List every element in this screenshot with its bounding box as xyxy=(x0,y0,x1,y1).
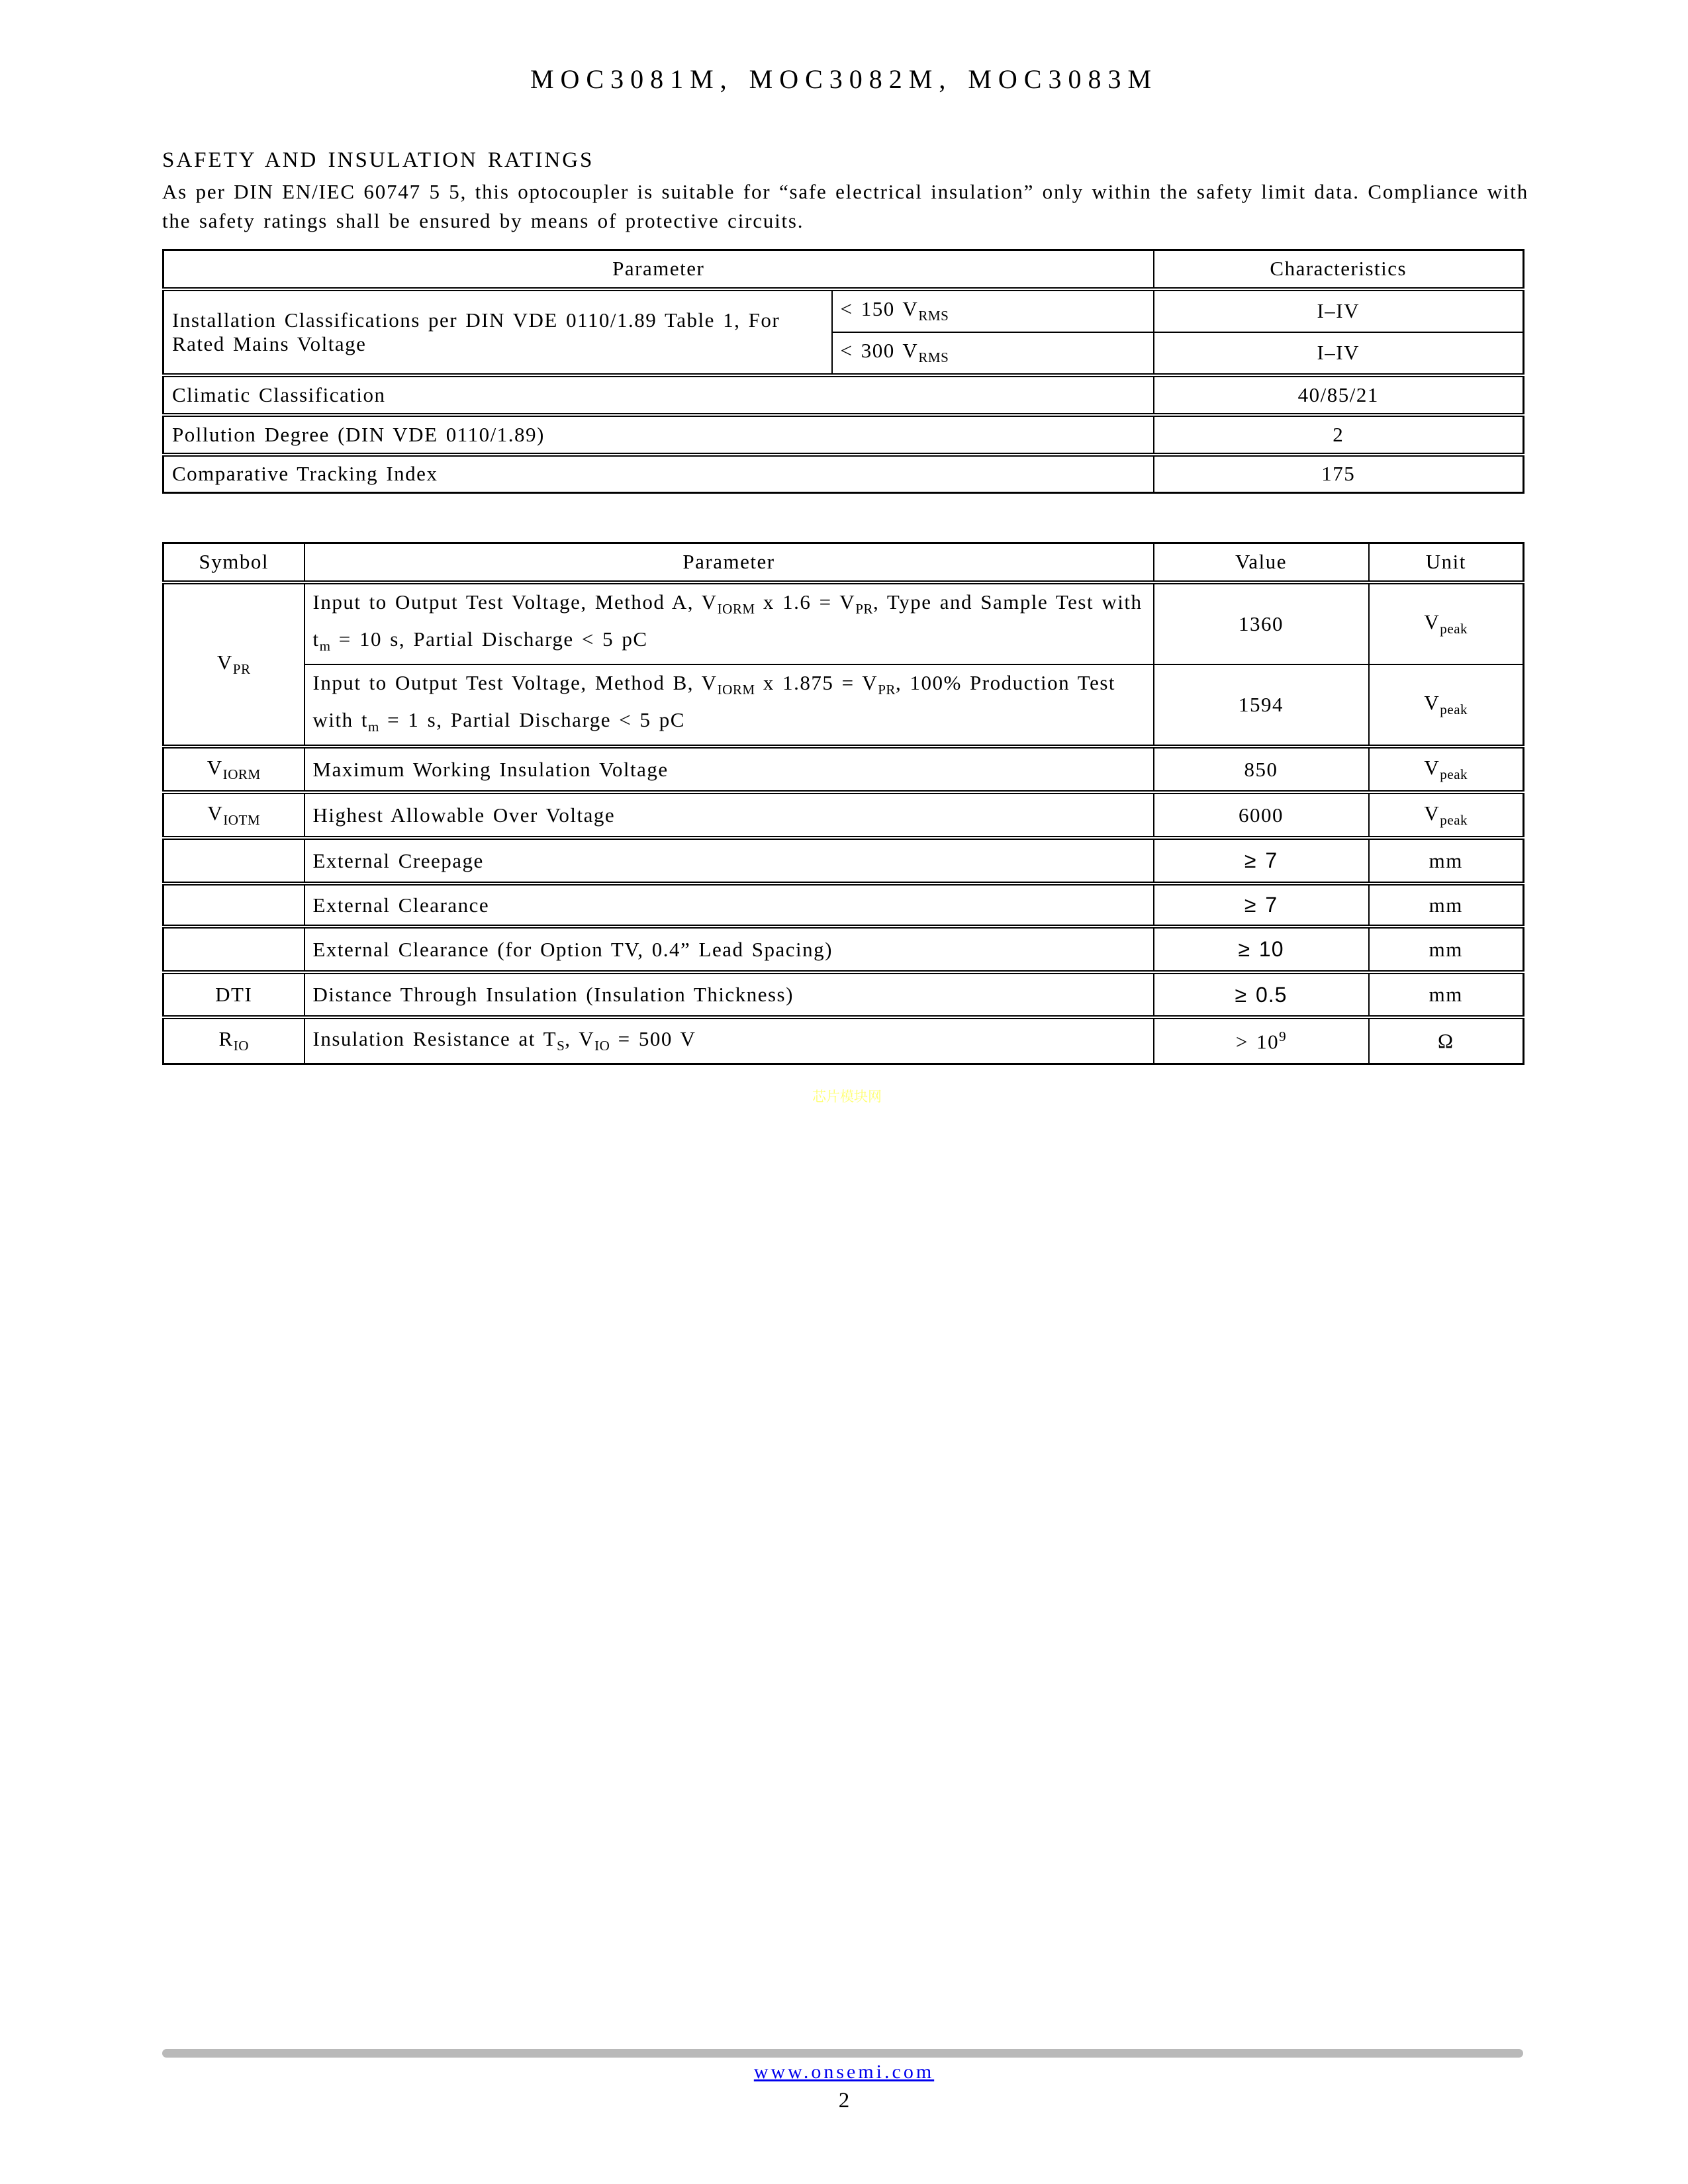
table-row xyxy=(164,972,1524,1017)
symbol-empty xyxy=(164,884,305,927)
footer xyxy=(0,2061,1688,2083)
unit-method-a: $V_{peak}$ xyxy=(1369,582,1524,664)
value-method-a: 1360 xyxy=(1154,582,1369,664)
intro-paragraph: As per DIN EN/IEC 60747 5 5, this optocoupler is suitable for “safe electrical insulation” only within the safety limit data. Compliance with the safety ratings shall be ensured by means of protective circuits. xyxy=(162,180,1529,232)
param-external-clearance: External Clearance xyxy=(305,884,1154,927)
t2-header-symbol: Symbol xyxy=(164,543,305,582)
rated-voltage-150-value: I–IV xyxy=(1154,289,1524,332)
unit-rio: Ω xyxy=(1369,1017,1524,1064)
symbol-vpr: $V_{PR}$ xyxy=(164,582,305,747)
symbol-rio: $R_{IO}$ xyxy=(164,1017,305,1064)
symbol-viotm: $V_{IOTM}$ xyxy=(164,792,305,838)
unit-external-clearance: mm xyxy=(1369,884,1524,927)
comparative-tracking-index-value: 175 xyxy=(1154,455,1524,493)
page-title: MOC3081M, MOC3082M, MOC3083M xyxy=(530,64,1158,94)
table-row xyxy=(164,455,1524,493)
value-rio: > $10^9$ xyxy=(1154,1017,1369,1064)
pollution-degree-value: 2 xyxy=(1154,415,1524,455)
t2-header-parameter: Parameter xyxy=(305,543,1154,582)
param-rio: Insulation Resistance at $T_S$, $V_{IO} = 500$ V xyxy=(305,1017,1154,1064)
table-row xyxy=(164,415,1524,455)
param-viorm: Maximum Working Insulation Voltage xyxy=(305,747,1154,792)
symbol-empty xyxy=(164,838,305,884)
unit-dti: mm xyxy=(1369,972,1524,1017)
value-dti: ≥ 0.5 xyxy=(1154,972,1369,1017)
table-row xyxy=(164,375,1524,415)
table-row xyxy=(164,289,1524,332)
table-row xyxy=(164,838,1524,884)
table-row xyxy=(164,884,1524,927)
comparative-tracking-index-label: Comparative Tracking Index xyxy=(164,455,1154,493)
param-dti: Distance Through Insulation (Insulation Thickness) xyxy=(305,972,1154,1017)
pollution-degree-label: Pollution Degree (DIN VDE 0110/1.89) xyxy=(164,415,1154,455)
symbol-dti: DTI xyxy=(164,972,305,1017)
table-header-row xyxy=(164,250,1524,289)
param-external-clearance-tv: External Clearance (for Option TV, 0.4” Lead Spacing) xyxy=(305,927,1154,972)
param-method-b: Input to Output Test Voltage, Method B, $V_{IORM}$ x $1.875 = V_{PR}$, 100% Production Test with $t_m = 1$ s, Partial Discharge < 5 pC xyxy=(305,664,1154,747)
climatic-classification-label: Climatic Classification xyxy=(164,375,1154,415)
t2-header-unit: Unit xyxy=(1369,543,1524,582)
table-row xyxy=(164,1017,1524,1064)
value-method-b: 1594 xyxy=(1154,664,1369,747)
table-row xyxy=(164,792,1524,838)
insulation-characteristics-table xyxy=(162,542,1524,1065)
installation-classifications-label: Installation Classifications per DIN VDE 0110/1.89 Table 1, For Rated Mains Voltage xyxy=(164,289,832,375)
param-method-a: Input to Output Test Voltage, Method A, $V_{IORM}$ x $1.6 = V_{PR}$, Type and Sample Test with $t_m = 10$ s, Partial Discharge < 5 pC xyxy=(305,582,1154,664)
t2-header-value: Value xyxy=(1154,543,1369,582)
unit-viotm: $V_{peak}$ xyxy=(1369,792,1524,838)
unit-external-clearance-tv: mm xyxy=(1369,927,1524,972)
value-external-clearance-tv: ≥ 10 xyxy=(1154,927,1369,972)
safety-ratings-table xyxy=(162,249,1524,494)
value-viotm: 6000 xyxy=(1154,792,1369,838)
table-row xyxy=(164,582,1524,664)
onsemi-link[interactable]: www.onsemi.com xyxy=(753,2061,935,2083)
table-header-row xyxy=(164,543,1524,582)
t1-header-parameter: Parameter xyxy=(164,250,1154,289)
value-external-clearance: ≥ 7 xyxy=(1154,884,1369,927)
value-viorm: 850 xyxy=(1154,747,1369,792)
unit-viorm: $V_{peak}$ xyxy=(1369,747,1524,792)
climatic-classification-value: 40/85/21 xyxy=(1154,375,1524,415)
unit-method-b: $V_{peak}$ xyxy=(1369,664,1524,747)
watermark-text: 芯片模块网 xyxy=(812,1089,882,1105)
symbol-viorm: $V_{IORM}$ xyxy=(164,747,305,792)
rated-voltage-150-cell: < 150 $V_{RMS}$ xyxy=(832,289,1154,332)
value-external-creepage: ≥ 7 xyxy=(1154,838,1369,884)
table-row xyxy=(164,664,1524,747)
param-external-creepage: External Creepage xyxy=(305,838,1154,884)
safety-ratings-table-wrap xyxy=(162,249,1524,494)
param-viotm: Highest Allowable Over Voltage xyxy=(305,792,1154,838)
t1-header-characteristics: Characteristics xyxy=(1154,250,1524,289)
table-row xyxy=(164,927,1524,972)
unit-external-creepage: mm xyxy=(1369,838,1524,884)
rated-voltage-300-cell: < 300 $V_{RMS}$ xyxy=(832,332,1154,375)
insulation-table-wrap xyxy=(162,542,1524,1065)
table-row xyxy=(164,747,1524,792)
page-number: 2 xyxy=(838,2089,850,2113)
rated-voltage-300-value: I–IV xyxy=(1154,332,1524,375)
footer-divider-bar xyxy=(162,2049,1523,2058)
symbol-empty xyxy=(164,927,305,972)
section-heading: SAFETY AND INSULATION RATINGS xyxy=(162,148,594,172)
